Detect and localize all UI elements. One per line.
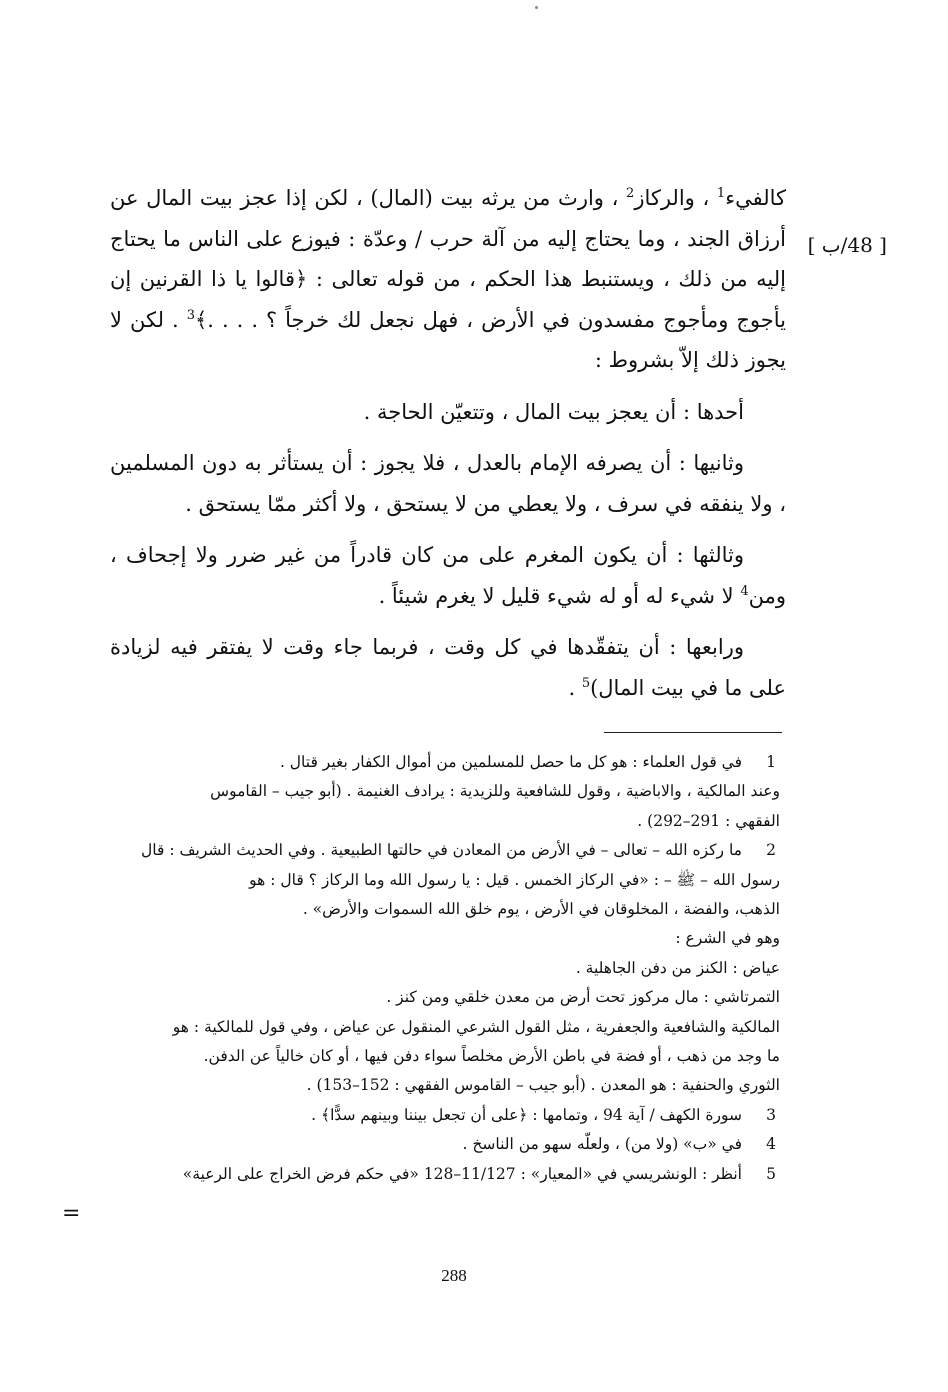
footnote-line: الفقهي : 291–292) . — [637, 811, 780, 830]
text-span: كالفيء — [725, 186, 786, 210]
footnote-line: في قول العلماء : هو كل ما حصل للمسلمين من أموال الكفار بغير قتال . — [279, 753, 742, 771]
text-span: يأجوج ومأجوج مفسدون في الأرض ، فهل نجعل لك خرجاً ؟ . . . .﴾ — [194, 307, 786, 332]
paragraph-1 — [110, 178, 786, 381]
condition-1: أحدها : أن يعجز بيت المال ، وتتعيّن الحاجة . — [363, 399, 744, 424]
condition-3 — [110, 535, 786, 616]
main-text — [110, 178, 786, 708]
footnote-ref-5[interactable]: 5 — [581, 675, 591, 691]
condition-4 — [110, 627, 786, 708]
text-span: . لكن — [130, 307, 187, 332]
manuscript-folio-marker: [ 48/ب ] — [807, 233, 887, 257]
footnote-ref-1[interactable]: 1 — [716, 186, 726, 201]
footnote-line: الثوري والحنفية : هو المعدن . (أبو جيب – القاموس الفقهي : 152–153) . — [306, 1076, 780, 1095]
footnote-4 — [108, 1130, 780, 1159]
footnotes — [108, 748, 780, 1189]
text-span: وثالثها : أن يكون المغرم على من كان قادراً من غير ضرر ولا إجحاف ، ومن — [110, 543, 786, 608]
text-span: إليه من ذلك ، ويستنبط هذا الحكم ، من قوله تعالى : ﴿قالوا يا ذا القرنين إن — [110, 267, 786, 291]
text-span: أرزاق الجند ، وما يحتاج إليه من آلة حرب / وعدّة : فيوزع على الناس ما يحتاج — [110, 226, 786, 251]
footnote-line: التمرتاشي : مال مركوز تحت أرض من معدن خلقي ومن كنز . — [386, 988, 780, 1007]
footnote-1 — [108, 748, 780, 836]
footnote-number: 3 — [766, 1105, 776, 1124]
footnote-line: ما ركزه الله – تعالى – في الأرض من المعادن في حالتها الطبيعية . وفي الحديث الشريف : قال — [141, 841, 742, 860]
text-span: لا شيء له أو له شيء قليل لا يغرم شيئاً . — [378, 583, 741, 608]
text-span: ورابعها : أن يتفقّدها في كل وقت ، فربما جاء وقت لا يفتقر فيه لزيادة على ما في بيت المال) — [110, 635, 786, 700]
text-span: ، والركاز — [634, 186, 717, 210]
footnote-line: الذهب، والفضة ، المخلوقان في الأرض ، يوم خلق الله السموات والأرض» . — [302, 900, 780, 919]
footnote-number: 4 — [766, 1135, 776, 1154]
footnote-5 — [108, 1160, 780, 1189]
text-span: ، وارث من يرثه بيت (المال) ، لكن إذا عجز بيت المال عن — [110, 186, 627, 210]
footnote-line: سورة الكهف / آية 94 ، وتمامها : ﴿على أن تجعل بيننا وبينهم سدًّا﴾ . — [311, 1105, 742, 1124]
text-span: لا يجوز ذلك إلاّ بشروط : — [110, 307, 786, 372]
footnote-number: 5 — [766, 1164, 776, 1183]
footnote-number: 1 — [766, 753, 776, 771]
footnote-ref-3[interactable]: 3 — [186, 307, 195, 323]
continuation-mark: = — [62, 1201, 81, 1226]
footnote-3 — [108, 1101, 780, 1130]
footnote-line: المالكية والشافعية والجعفرية ، مثل القول الشرعي المنقول عن عياض ، وفي قول للمالكية : هو — [172, 1017, 780, 1036]
footnote-line: رسول الله – ﷺ – : «في الركاز الخمس . قيل : يا رسول الله وما الركاز ؟ قال : هو — [249, 870, 780, 889]
top-dot — [535, 6, 538, 9]
condition-2: وثانيها : أن يصرفه الإمام بالعدل ، فلا يجوز : أن يستأثر به دون المسلمين ، ولا ينفقه في سرف ، ولا يعطي من لا يستحق ، ولا أكثر ممّا يستحق . — [110, 451, 786, 516]
footnote-line: وعند المالكية ، والاباضية ، وقول للشافعية وللزيدية : يرادف الغنيمة . (أبو جيب – القاموس — [210, 782, 780, 801]
footnote-ref-2[interactable]: 2 — [626, 186, 635, 201]
footnote-ref-4[interactable]: 4 — [740, 583, 749, 599]
footnote-line: عياض : الكنز من دفن الجاهلية . — [575, 958, 780, 977]
footnote-line: وهو في الشرع : — [675, 929, 780, 948]
footnote-line: في «ب» (ولا من) ، ولعلّه سهو من الناسخ . — [462, 1135, 742, 1154]
text-span: . — [568, 675, 582, 700]
footnote-separator — [604, 732, 782, 733]
footnote-2 — [108, 836, 780, 1101]
footnote-number: 2 — [766, 841, 776, 860]
footnote-line: ما وجد من ذهب ، أو فضة في باطن الأرض مخلصاً سواء دفن فيها ، أو كان خالياً عن الدفن. — [203, 1047, 780, 1066]
footnote-line: أنظر : الونشريسي في «المعيار» : 11/127–128 «في حكم فرض الخراج على الرعية» — [182, 1164, 742, 1183]
page-number: 288 — [441, 1266, 467, 1285]
